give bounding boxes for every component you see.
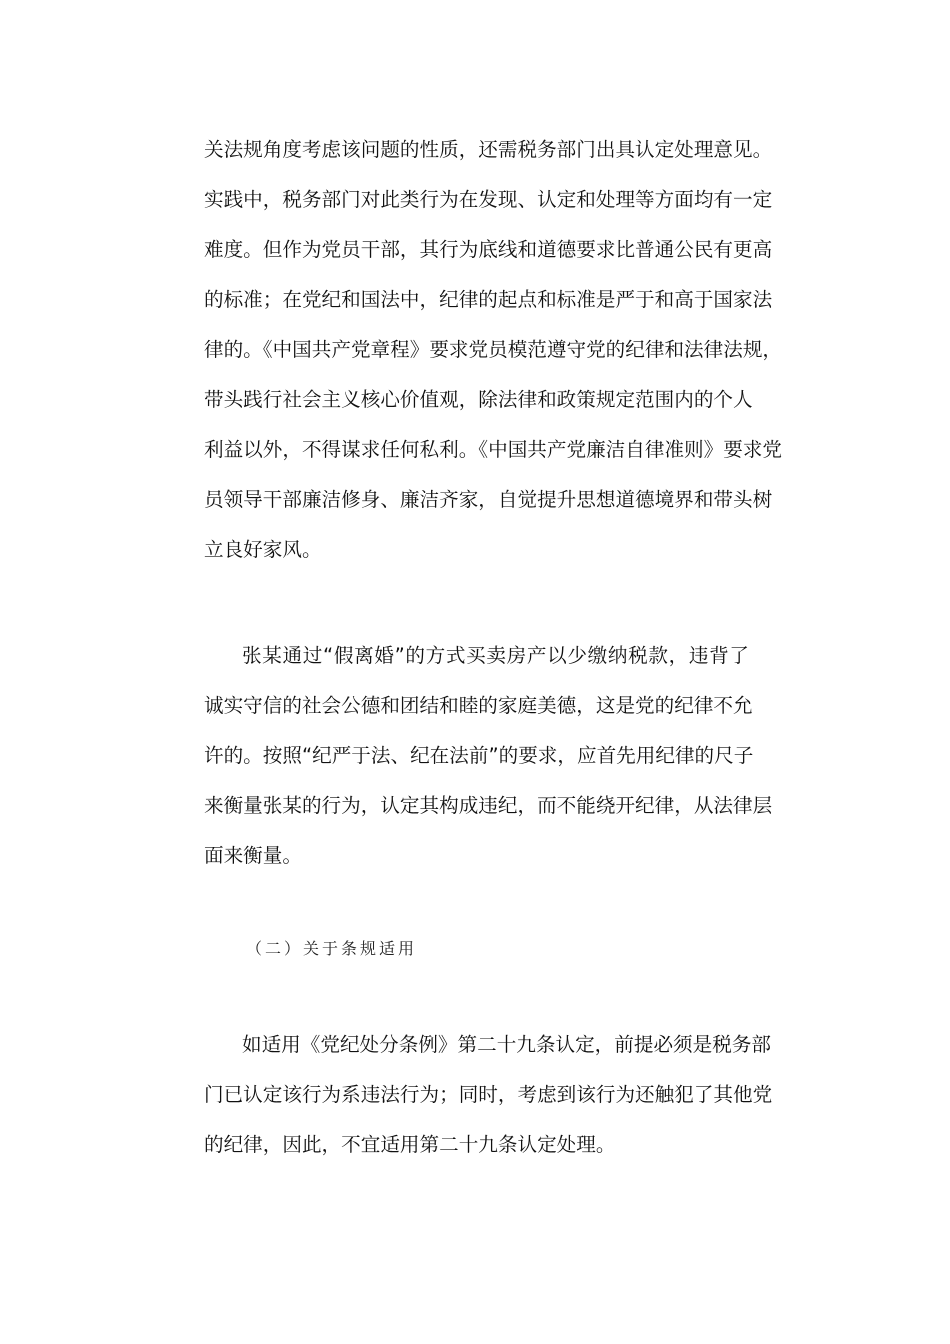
text-line: 关法规角度考虑该问题的性质，还需税务部门出具认定处理意见。 [204, 138, 773, 161]
paragraph-3 [204, 1020, 773, 1170]
text-line: 员领导干部廉洁修身、廉洁齐家，自觉提升思想道德境界和带头树 [204, 488, 773, 511]
text-line: 难度。但作为党员干部，其行为底线和道德要求比普通公民有更高 [204, 238, 773, 261]
text-line: 带头践行社会主义核心价值观，除法律和政策规定范围内的个人 [204, 388, 753, 411]
text-line: 门已认定该行为系违法行为；同时，考虑到该行为还触犯了其他党 [204, 1083, 773, 1106]
text-line: 面来衡量。 [204, 844, 302, 867]
text-line: 的标准；在党纪和国法中，纪律的起点和标准是严于和高于国家法 [204, 288, 773, 311]
text-line: 如适用《党纪处分条例》第二十九条认定，前提必须是税务部 [242, 1033, 772, 1056]
text-line: 张某通过“假离婚”的方式买卖房产以少缴纳税款，违背了 [242, 644, 749, 667]
text-line: 律的。《中国共产党章程》要求党员模范遵守党的纪律和法律法规， [204, 338, 783, 361]
text-line: 来衡量张某的行为，认定其构成违纪，而不能绕开纪律，从法律层 [204, 794, 773, 817]
paragraph-1 [204, 125, 783, 575]
text-line: 的纪律，因此，不宜适用第二十九条认定处理。 [204, 1133, 616, 1156]
paragraph-2 [204, 631, 773, 881]
text-line: 利益以外，不得谋求任何私利。《中国共产党廉洁自律准则》要求党 [204, 438, 783, 461]
text-line: 立良好家风。 [204, 538, 322, 561]
text-line: 诚实守信的社会公德和团结和睦的家庭美德，这是党的纪律不允 [204, 694, 753, 717]
text-line: 实践中，税务部门对此类行为在发现、认定和处理等方面均有一定 [204, 188, 773, 211]
section-heading: （二）关于条规适用 [246, 939, 418, 958]
text-line: 许的。按照“纪严于法、纪在法前”的要求，应首先用纪律的尺子 [204, 744, 754, 767]
